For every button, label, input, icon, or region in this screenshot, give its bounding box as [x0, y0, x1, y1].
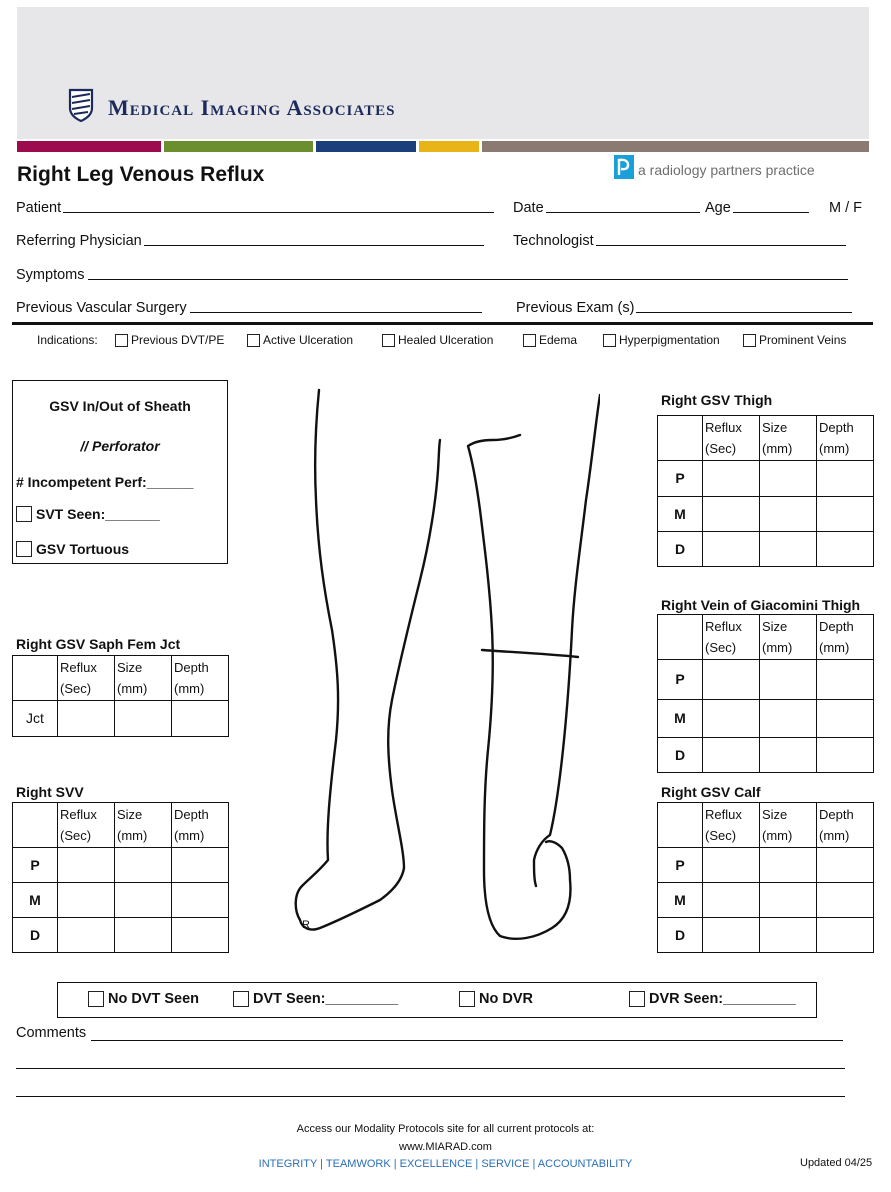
side-marker: R	[302, 919, 310, 931]
date-label: Date	[513, 200, 544, 216]
patient-field[interactable]	[16, 200, 494, 216]
brand-stripe	[482, 141, 869, 152]
sex-label: M / F	[829, 200, 863, 216]
table-cell[interactable]	[760, 660, 817, 700]
leg-diagram	[280, 380, 600, 950]
gsv-calf-table: Reflux (Sec) Size (mm) Depth (mm) P M D	[657, 802, 874, 953]
saph-fem-title: Right GSV Saph Fem Jct	[16, 636, 181, 652]
page-title: Right Leg Venous Reflux	[17, 163, 265, 186]
footer-protocols-text: Access our Modality Protocols site for all current protocols at:	[296, 1123, 595, 1135]
age-label: Age	[705, 200, 731, 216]
dvr-seen-checkbox[interactable]: DVR Seen:_________	[629, 991, 796, 1007]
table-cell[interactable]	[115, 883, 172, 918]
indications-label: Indications:	[37, 333, 98, 347]
prev-exam-label: Previous Exam (s)	[516, 300, 635, 316]
gsv-sheath-box	[12, 380, 228, 564]
table-cell[interactable]	[172, 701, 229, 737]
row-label: Jct	[13, 701, 58, 737]
comments-line[interactable]	[16, 1096, 845, 1097]
table-cell[interactable]	[760, 532, 817, 567]
technologist-field[interactable]	[513, 233, 846, 249]
practice-tagline: a radiology partners practice	[638, 161, 815, 178]
indication-checkbox[interactable]: Hyperpigmentation	[603, 333, 720, 347]
table-cell[interactable]	[58, 848, 115, 883]
findings-box	[57, 982, 817, 1018]
table-cell[interactable]	[703, 497, 760, 532]
table-cell[interactable]	[817, 918, 874, 953]
brand-stripe	[164, 141, 313, 152]
gsv-tortuous-checkbox[interactable]: GSV Tortuous	[16, 541, 129, 557]
table-cell[interactable]	[703, 660, 760, 700]
brand-stripe	[17, 141, 161, 152]
table-cell[interactable]	[115, 918, 172, 953]
table-cell[interactable]	[760, 918, 817, 953]
table-cell[interactable]	[760, 848, 817, 883]
table-cell[interactable]	[817, 738, 874, 773]
no-dvt-checkbox[interactable]: No DVT Seen	[88, 991, 199, 1007]
prev-exam-field[interactable]	[516, 300, 852, 316]
indication-checkbox[interactable]: Edema	[523, 333, 577, 347]
svv-table: Reflux (Sec) Size (mm) Depth (mm) P M D	[12, 802, 229, 953]
gsv-sheath-title: GSV In/Out of Sheath	[49, 398, 191, 414]
table-cell[interactable]	[817, 883, 874, 918]
technologist-label: Technologist	[513, 233, 594, 249]
svt-seen-checkbox[interactable]: SVT Seen:_______	[16, 506, 160, 522]
table-cell[interactable]	[817, 848, 874, 883]
table-cell[interactable]	[58, 918, 115, 953]
symptoms-label: Symptoms	[16, 267, 85, 283]
table-cell[interactable]	[703, 461, 760, 497]
perforator-label: // Perforator	[80, 438, 160, 454]
table-cell[interactable]	[760, 883, 817, 918]
shield-icon	[68, 88, 94, 127]
updated-date: Updated 04/25	[800, 1157, 873, 1169]
age-field[interactable]	[705, 200, 809, 216]
table-cell[interactable]	[703, 532, 760, 567]
referring-physician-field[interactable]	[16, 233, 484, 249]
table-cell[interactable]	[817, 660, 874, 700]
table-cell[interactable]	[760, 461, 817, 497]
table-cell[interactable]	[817, 532, 874, 567]
symptoms-field[interactable]	[16, 267, 848, 283]
svv-title: Right SVV	[16, 784, 84, 800]
brand-stripe	[316, 141, 416, 152]
rp-logo-icon	[614, 155, 634, 184]
giacomini-table: Reflux (Sec) Size (mm) Depth (mm) P M D	[657, 614, 874, 773]
gsv-thigh-title: Right GSV Thigh	[661, 392, 773, 408]
prev-surgery-label: Previous Vascular Surgery	[16, 300, 187, 316]
referring-label: Referring Physician	[16, 233, 142, 249]
table-cell[interactable]	[172, 918, 229, 953]
comments-line[interactable]	[91, 1040, 843, 1041]
sex-field[interactable]	[829, 200, 862, 216]
table-cell[interactable]	[703, 848, 760, 883]
table-cell[interactable]	[172, 883, 229, 918]
comments-label: Comments	[16, 1025, 87, 1041]
table-cell[interactable]	[817, 497, 874, 532]
logo	[68, 88, 395, 127]
table-cell[interactable]	[115, 848, 172, 883]
gsv-calf-title: Right GSV Calf	[661, 784, 761, 800]
patient-label: Patient	[16, 200, 62, 216]
table-cell[interactable]	[703, 883, 760, 918]
indication-checkbox[interactable]: Active Ulceration	[247, 333, 353, 347]
table-cell[interactable]	[817, 700, 874, 738]
logo-text: Medical Imaging Associates	[108, 94, 396, 120]
table-cell[interactable]	[703, 700, 760, 738]
dvt-seen-checkbox[interactable]: DVT Seen:_________	[233, 991, 398, 1007]
divider	[12, 322, 873, 325]
table-cell[interactable]	[760, 738, 817, 773]
incompetent-perf-field[interactable]: # Incompetent Perf:______	[16, 474, 194, 490]
footer-website-link[interactable]: www.MIARAD.com	[399, 1141, 492, 1153]
no-dvr-checkbox[interactable]: No DVR	[459, 991, 533, 1007]
table-cell[interactable]	[115, 701, 172, 737]
table-cell[interactable]	[58, 883, 115, 918]
indication-checkbox[interactable]: Healed Ulceration	[382, 333, 493, 347]
date-field[interactable]	[513, 200, 700, 216]
table-cell[interactable]	[760, 700, 817, 738]
brand-stripe	[419, 141, 479, 152]
giacomini-title: Right Vein of Giacomini Thigh	[661, 597, 861, 613]
table-cell[interactable]	[703, 918, 760, 953]
saph-fem-table: Reflux (Sec) Size (mm) Depth (mm) Jct	[12, 655, 229, 737]
comments-line[interactable]	[16, 1068, 845, 1069]
indication-checkbox[interactable]: Previous DVT/PE	[115, 333, 224, 347]
prev-surgery-field[interactable]	[16, 300, 482, 316]
table-cell[interactable]	[172, 848, 229, 883]
table-cell[interactable]	[817, 461, 874, 497]
gsv-thigh-table: Reflux (Sec) Size (mm) Depth (mm) P M D	[657, 415, 874, 567]
table-cell[interactable]	[703, 738, 760, 773]
table-cell[interactable]	[58, 701, 115, 737]
practice-badge	[614, 155, 815, 184]
indication-checkbox[interactable]: Prominent Veins	[743, 333, 846, 347]
table-cell[interactable]	[760, 497, 817, 532]
footer-values: INTEGRITY | TEAMWORK | EXCELLENCE | SERVICE | ACCOUNTABILITY	[258, 1158, 633, 1170]
